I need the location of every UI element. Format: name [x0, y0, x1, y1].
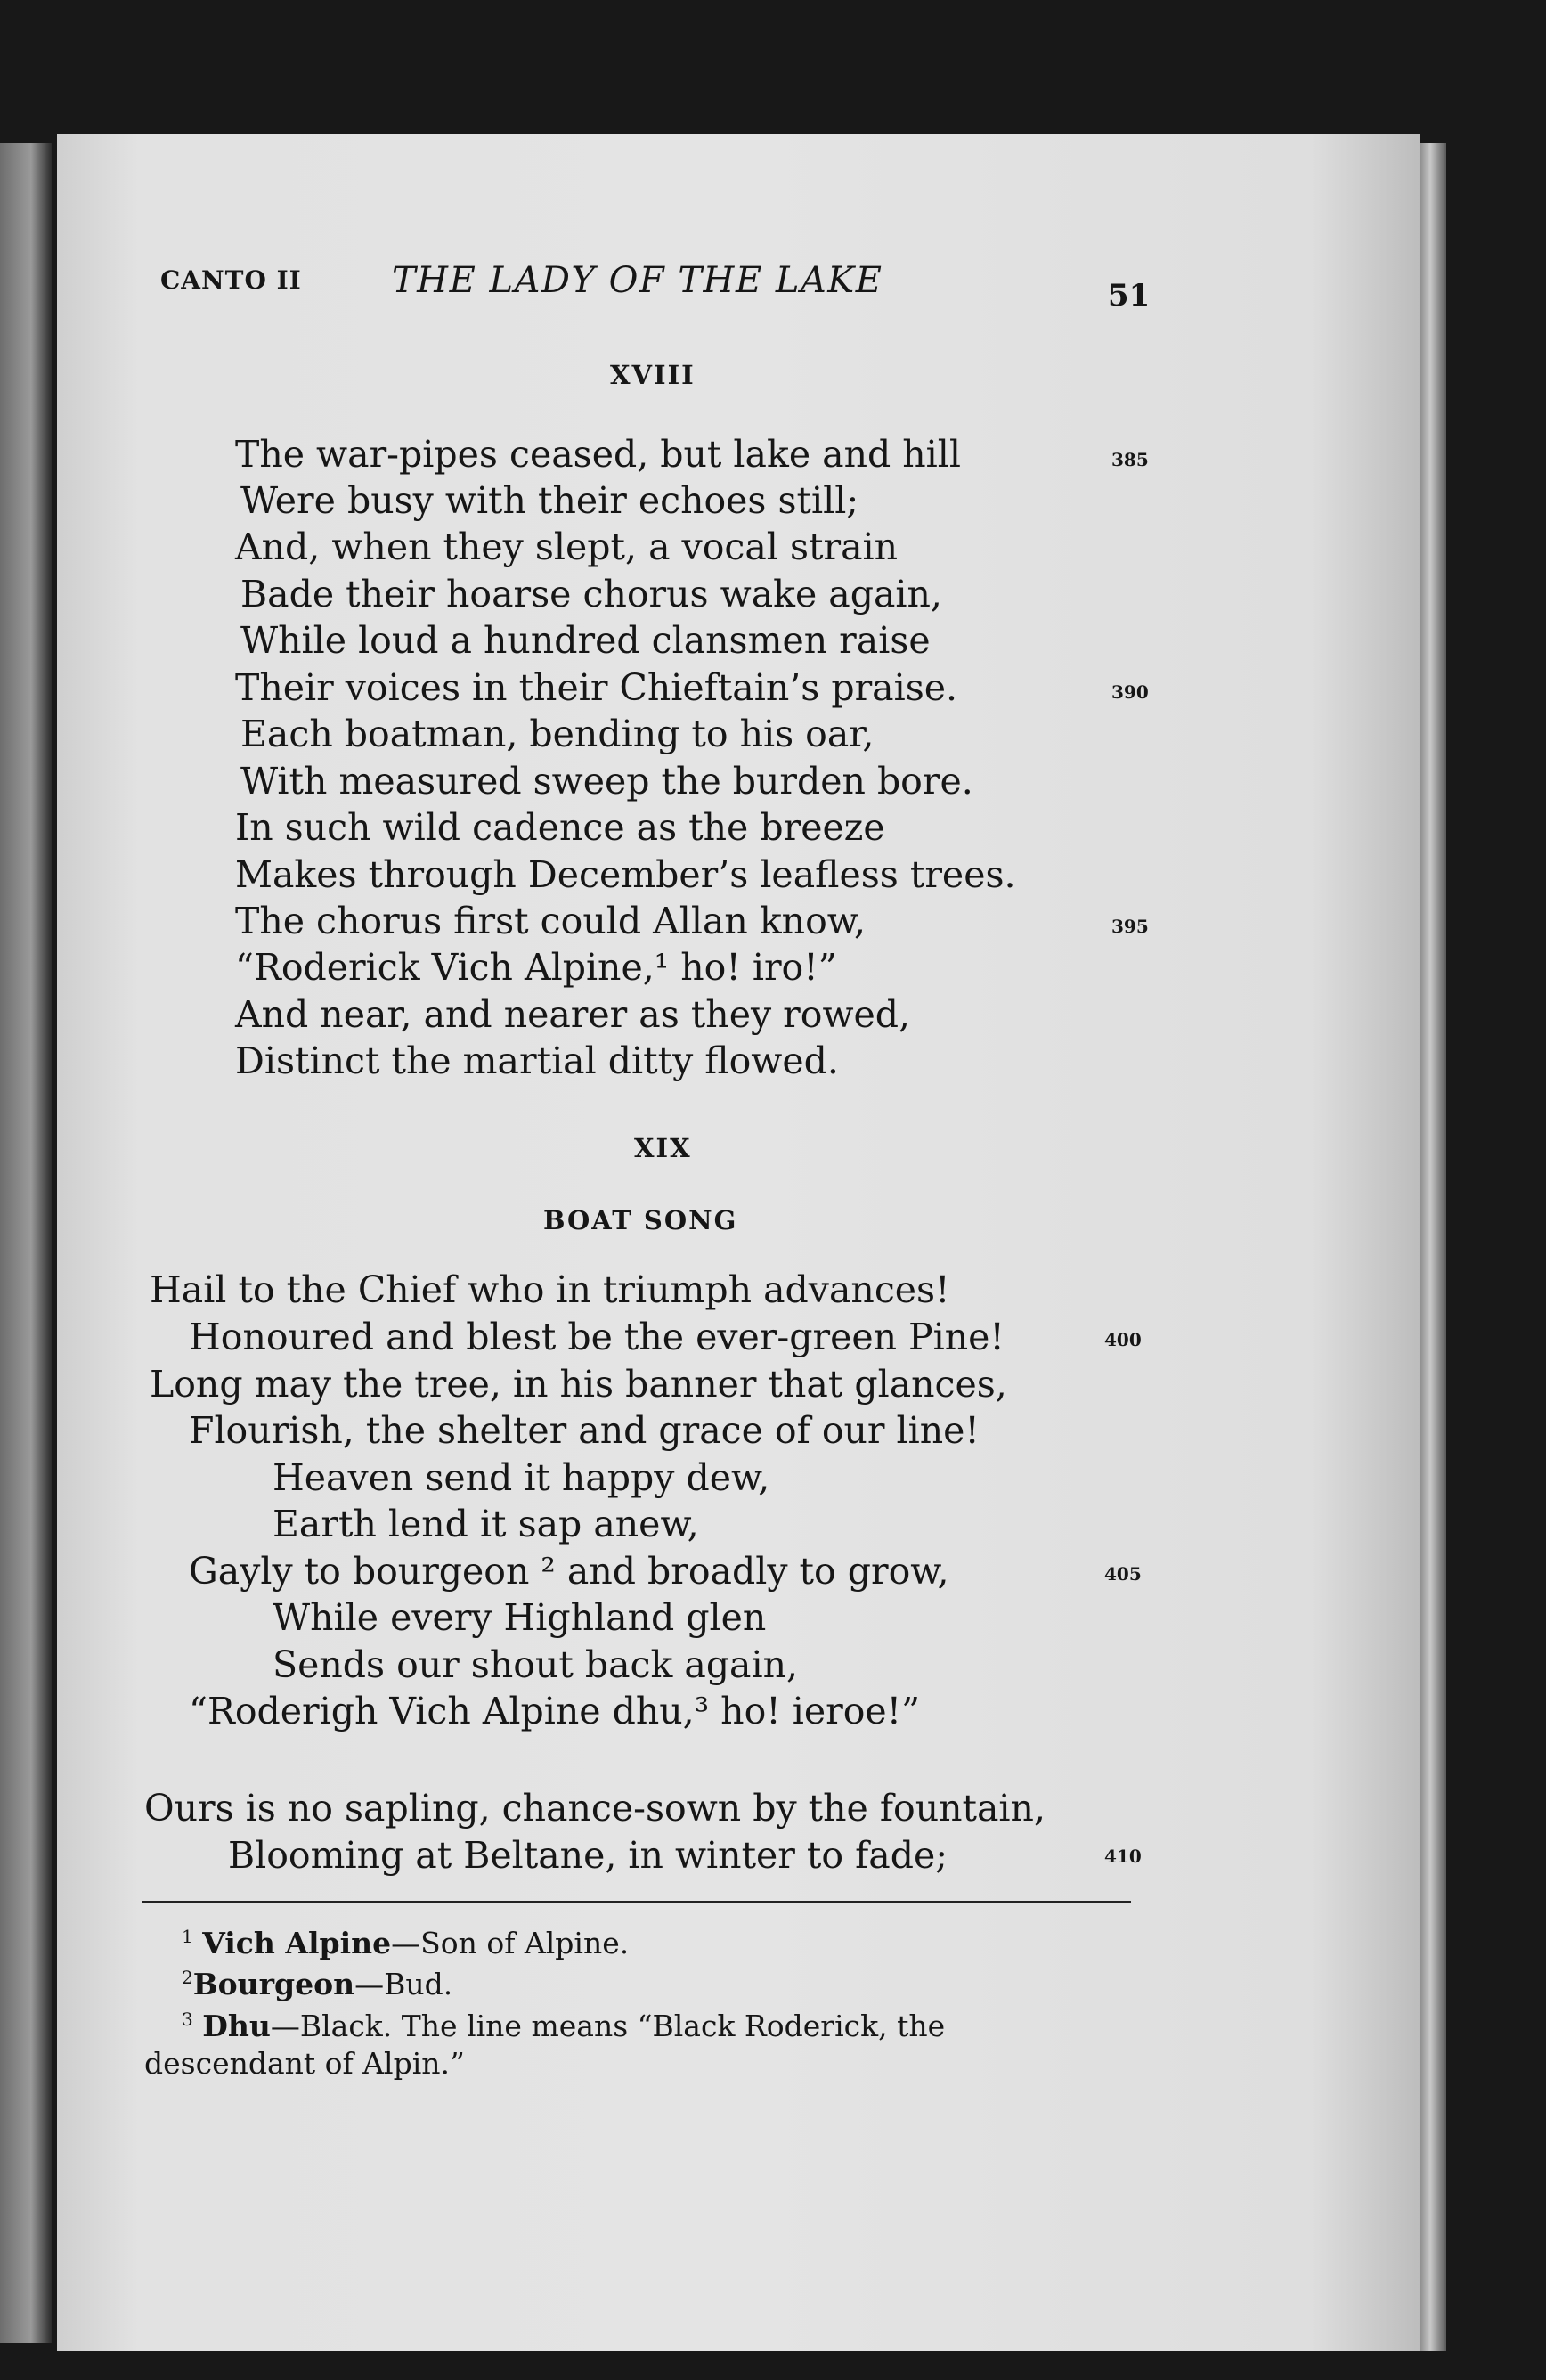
verse-line: Earth lend it sap anew,	[273, 1503, 699, 1545]
verse-line: “Roderigh Vich Alpine dhu,³ ho! ieroe!”	[189, 1690, 921, 1732]
page-number: 51	[1108, 278, 1151, 314]
verse-line: Gayly to bourgeon ² and broadly to grow,	[189, 1550, 949, 1593]
line-number: 385	[1111, 449, 1149, 470]
verse-line: With measured sweep the burden bore.	[240, 760, 973, 803]
line-number: 400	[1104, 1329, 1142, 1350]
footnote-continuation: descendant of Alpin.”	[144, 2046, 465, 2081]
page-right-edge	[1420, 143, 1446, 2351]
verse-line: Bade their hoarse chorus wake again,	[240, 573, 942, 615]
facing-page-edge	[0, 143, 52, 2343]
verse-line: Distinct the martial ditty flowed.	[235, 1039, 839, 1082]
line-number: 410	[1104, 1846, 1142, 1867]
verse-line: Sends our shout back again,	[273, 1643, 799, 1686]
song-heading: BOAT SONG	[543, 1205, 738, 1235]
line-number: 390	[1111, 681, 1149, 703]
verse-line: Each boatman, bending to his oar,	[240, 713, 875, 755]
verse-line: “Roderick Vich Alpine,¹ ho! iro!”	[235, 946, 837, 989]
verse-line: Heaven send it happy dew,	[273, 1456, 770, 1499]
verse-line: And, when they slept, a vocal strain	[235, 526, 899, 568]
verse-line: Flourish, the shelter and grace of our line!	[189, 1409, 980, 1452]
verse-line: Makes through December’s leafless trees.	[235, 853, 1016, 896]
verse-line: Their voices in their Chieftain’s praise.	[235, 666, 958, 709]
verse-line: While every Highland glen	[273, 1596, 767, 1639]
verse-line: Ours is no sapling, chance-sown by the fountain,	[144, 1787, 1046, 1830]
footnote: $^3$ Dhu—Black. The line means “Black Roderick, the	[182, 2009, 946, 2043]
line-number: 395	[1111, 916, 1149, 937]
verse-line: The chorus first could Allan know,	[235, 900, 867, 942]
footnote-rule	[142, 1901, 1131, 1903]
verse-line: While loud a hundred clansmen raise	[240, 619, 931, 662]
stanza-numeral: XVIII	[610, 360, 696, 390]
verse-line: Long may the tree, in his banner that glances,	[150, 1363, 1007, 1406]
verse-line: Blooming at Beltane, in winter to fade;	[228, 1834, 948, 1877]
verse-line: Honoured and blest be the ever-green Pine!	[189, 1316, 1005, 1358]
line-number: 405	[1104, 1563, 1142, 1585]
verse-line: Hail to the Chief who in triumph advances!	[150, 1268, 950, 1311]
running-head-title: THE LADY OF THE LAKE	[392, 260, 883, 301]
verse-line: The war-pipes ceased, but lake and hill	[235, 433, 961, 476]
verse-line: Were busy with their echoes still;	[240, 479, 859, 522]
footnote: $^1$ Vich Alpine—Son of Alpine.	[182, 1926, 630, 1960]
verse-line: In such wild cadence as the breeze	[235, 806, 885, 849]
running-head-canto: CANTO II	[160, 265, 302, 295]
verse-line: And near, and nearer as they rowed,	[235, 993, 911, 1036]
footnote: $^2$Bourgeon—Bud.	[182, 1967, 453, 2001]
stanza-numeral: XIX	[634, 1133, 692, 1163]
